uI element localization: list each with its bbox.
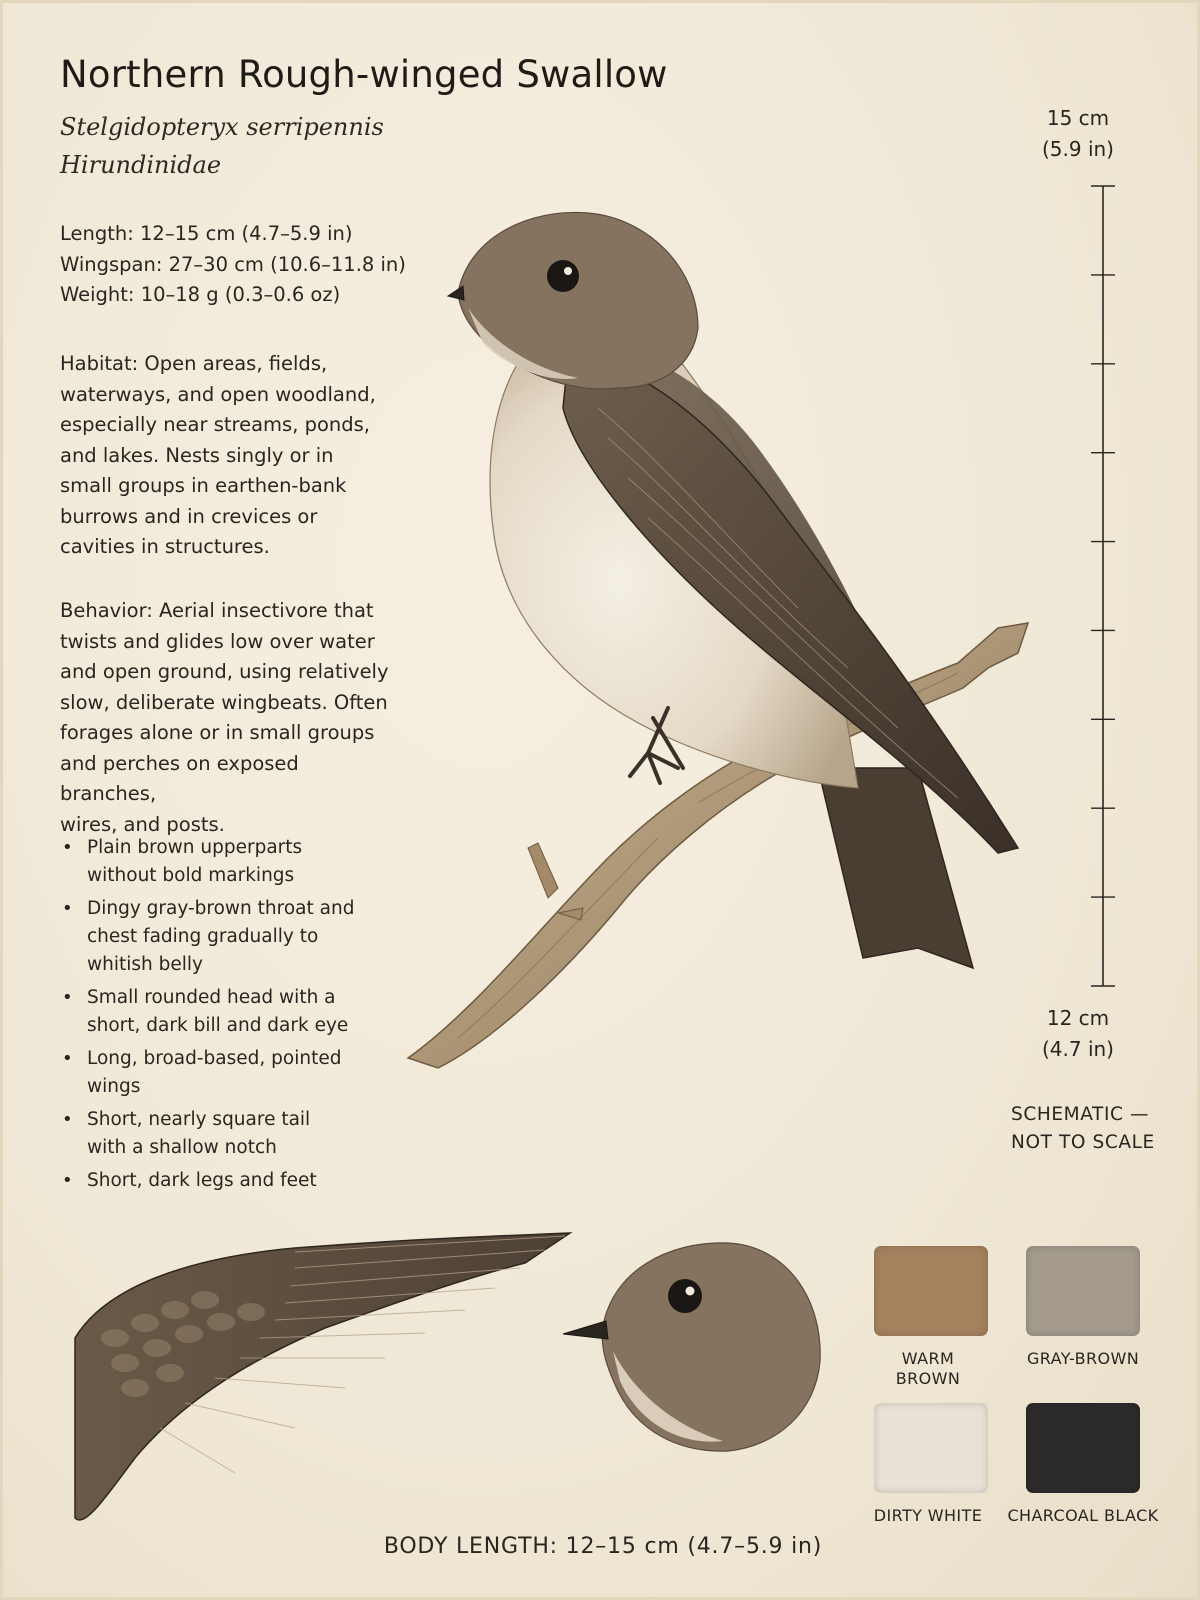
habitat-line: cavities in structures. (60, 535, 270, 558)
schematic-note-line: NOT TO SCALE (1011, 1132, 1155, 1153)
head-detail-illustration (558, 1241, 838, 1461)
schematic-note-line: SCHEMATIC — (1011, 1104, 1150, 1125)
habitat-line: waterways, and open woodland, (60, 382, 376, 406)
scale-bottom-cm: 12 cm (1046, 1006, 1110, 1030)
eye-highlight (564, 267, 572, 275)
length-measure: Length: 12–15 cm (4.7–5.9 in) (60, 222, 353, 245)
behavior-line: slow, deliberate wingbeats. Often (60, 690, 388, 714)
feature-item (60, 834, 390, 890)
swatch-warm-brown (874, 1246, 988, 1336)
feature-item (60, 895, 390, 979)
scale-bottom-label (1023, 1003, 1133, 1065)
feature-line: • Short, nearly square tail (87, 1109, 311, 1130)
feature-line: wings (87, 1076, 141, 1097)
swatch-label (1003, 1349, 1163, 1369)
wingspan-measure: Wingspan: 27–30 cm (10.6–11.8 in) (60, 252, 406, 276)
feature-line: whitish belly (87, 954, 203, 975)
swatch-label-line: BROWN (895, 1369, 961, 1388)
habitat-line: small groups in earthen-bank (60, 474, 347, 497)
behavior-line: and perches on exposed branches, (60, 751, 299, 805)
schematic-note (1011, 1101, 1155, 1157)
behavior-paragraph (60, 596, 390, 840)
family-name: Hirundinidae (60, 151, 222, 179)
feature-line: short, dark bill and dark eye (87, 1015, 349, 1036)
scale-top-in: (5.9 in) (1041, 137, 1114, 161)
perched-swallow-illustration (398, 208, 1048, 1088)
swatch-label-line: CHARCOAL BLACK (1007, 1506, 1159, 1525)
common-name-title: Northern Rough-winged Swallow (60, 53, 668, 96)
feature-item (60, 1106, 390, 1162)
feature-item (60, 1167, 390, 1195)
eye (547, 260, 579, 292)
scientific-name: Stelgidopteryx serripennis (60, 113, 384, 141)
length-scale-bar (1083, 183, 1123, 993)
behavior-line: wires, and posts. (60, 812, 225, 836)
measurements (60, 219, 406, 311)
habitat-line: Habitat: Open areas, fields, (60, 352, 328, 375)
feature-line: with a shallow notch (87, 1137, 277, 1158)
spread-wing-illustration (65, 1228, 575, 1538)
habitat-paragraph (60, 349, 390, 563)
swatch-dirty-white (874, 1403, 988, 1493)
swatch-charcoal-black (1026, 1403, 1140, 1493)
behavior-line: forages alone or in small groups (60, 721, 375, 744)
feature-line: • Dingy gray-brown throat and (87, 898, 355, 919)
feature-item (60, 984, 390, 1040)
swatch-label-line: WARM (901, 1349, 955, 1368)
swatch-gray-brown (1026, 1246, 1140, 1336)
swatch-label-line: GRAY-BROWN (1026, 1349, 1140, 1368)
habitat-line: especially near streams, ponds, (60, 413, 371, 436)
swatch-label (1003, 1506, 1163, 1526)
swatch-label (848, 1506, 1008, 1526)
feature-item (60, 1045, 390, 1101)
feature-line: without bold markings (87, 865, 295, 886)
swatch-label (848, 1349, 1008, 1389)
head (458, 212, 698, 388)
behavior-line: twists and glides low over water (60, 629, 375, 653)
habitat-line: and lakes. Nests singly or in (60, 443, 334, 467)
scale-bottom-in: (4.7 in) (1041, 1037, 1114, 1061)
behavior-line: Behavior: Aerial insectivore that (60, 599, 374, 622)
feature-line: • Short, dark legs and feet (87, 1170, 317, 1191)
behavior-line: and open ground, using relatively (60, 660, 389, 683)
body-length-footer: BODY LENGTH: 12–15 cm (4.7–5.9 in) (383, 1534, 823, 1559)
feature-line: • Plain brown upperparts (87, 837, 303, 858)
scale-top-cm: 15 cm (1046, 106, 1110, 130)
feature-line: • Small rounded head with a (87, 987, 336, 1008)
feature-line: chest fading gradually to (87, 926, 319, 947)
swatch-label-line: DIRTY WHITE (873, 1506, 983, 1525)
feature-line: • Long, broad-based, pointed (87, 1048, 342, 1069)
bill (448, 286, 464, 300)
feature-list (60, 834, 390, 1200)
weight-measure: Weight: 10–18 g (0.3–0.6 oz) (60, 283, 341, 306)
scale-top-label (1023, 103, 1133, 165)
habitat-line: burrows and in crevices or (60, 504, 318, 528)
